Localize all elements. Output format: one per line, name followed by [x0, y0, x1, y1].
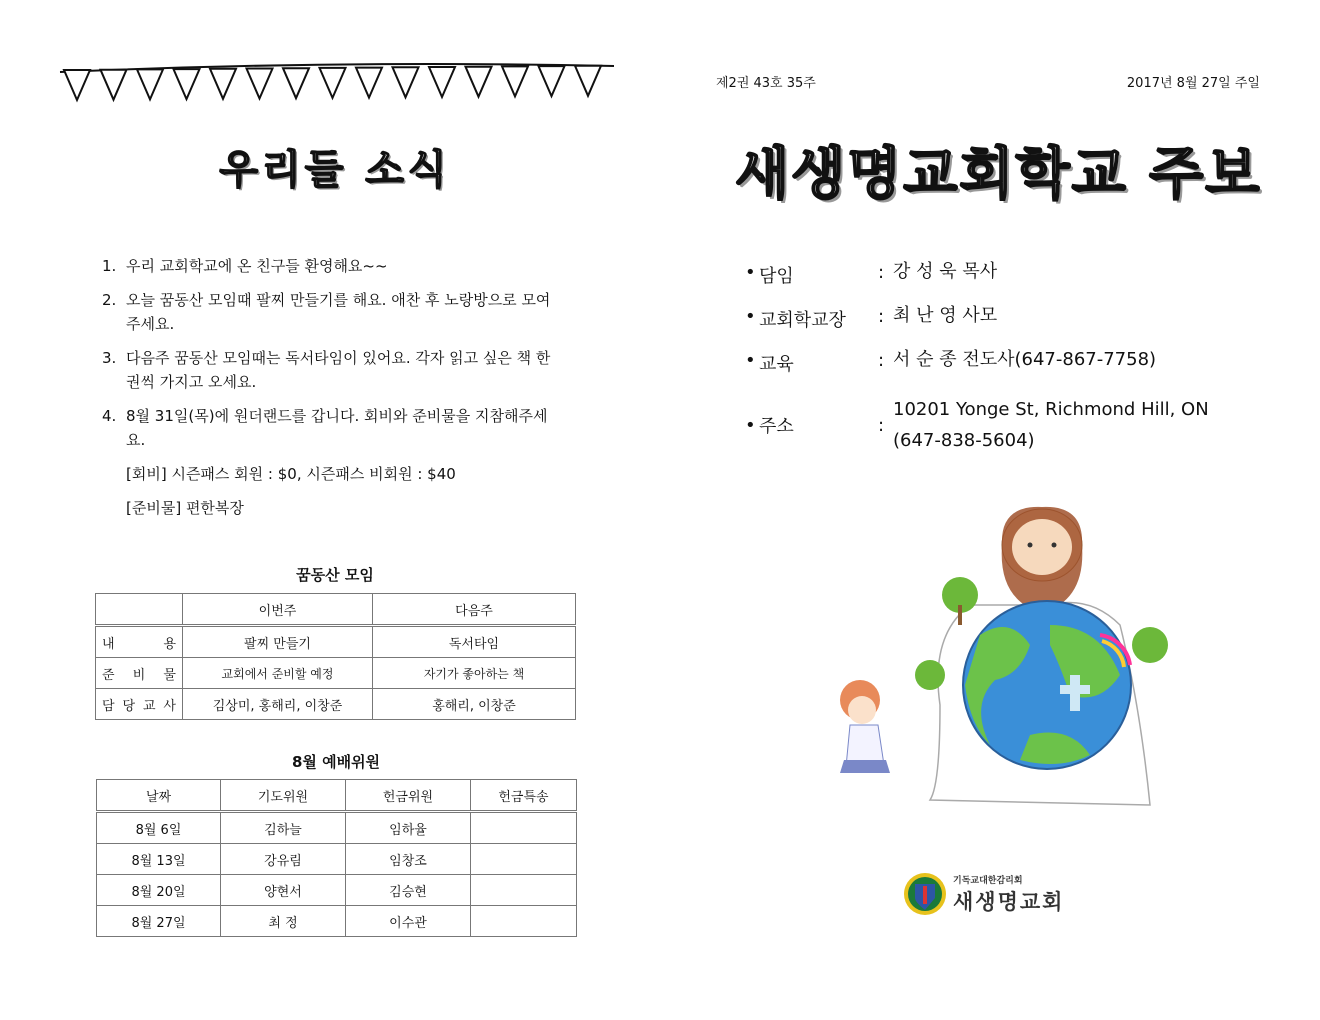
cell: 팔찌 만들기: [183, 626, 373, 658]
logo-name: 새생명교회: [953, 889, 1065, 914]
bunting-flag: [466, 67, 492, 97]
church-emblem-icon: [903, 872, 947, 916]
table-row: [96, 626, 576, 658]
cell: 이수관: [346, 906, 471, 937]
info-label: 주소: [759, 416, 794, 437]
bunting-flag: [320, 68, 346, 98]
news-item: [102, 346, 552, 394]
bunting-flag: [429, 67, 455, 97]
info-label: 교육: [759, 354, 794, 375]
table-header-row: [96, 594, 576, 626]
info-value: [893, 394, 1209, 456]
info-row: • 담임 : 강 성 욱 목사: [745, 262, 1209, 288]
bunting-flag: [502, 66, 528, 96]
cell: 김하늘: [221, 812, 346, 844]
bunting-flag: [393, 67, 419, 97]
cell: 강유림: [221, 844, 346, 875]
cell: [471, 875, 577, 906]
bunting-flag: [247, 69, 273, 99]
cell: 양현서: [221, 875, 346, 906]
cell: 8월 27일: [97, 906, 221, 937]
cell: 임창조: [346, 844, 471, 875]
info-value: 강 성 욱 목사: [893, 261, 998, 282]
item-number: 4.: [102, 407, 117, 425]
fee-info: [회비] 시즌패스 회원 : $0, 시즌패스 비회원 : $40: [126, 465, 456, 483]
logo-subtitle: 기독교대한감리회: [953, 875, 1023, 886]
table-row: [97, 812, 577, 844]
news-text: 오늘 꿈동산 모임때 팔찌 만들기를 해요. 애찬 후 노랑방으로 모여주세요.: [126, 291, 551, 333]
bunting-flag: [64, 70, 90, 100]
issue-number: 제2권 43호 35주: [716, 76, 816, 91]
item-number: 2.: [102, 291, 117, 309]
header-cell: [96, 594, 183, 626]
issue-date: 2017년 8월 27일 주일: [1126, 76, 1260, 91]
staff-info: [745, 262, 1209, 474]
table-row: [97, 875, 577, 906]
table-row: [97, 844, 577, 875]
info-row: • 교육 : 서 순 종 전도사(647-867-7758): [745, 350, 1209, 376]
info-label: 담임: [759, 266, 794, 287]
table-header-row: [97, 780, 577, 812]
bunting-flag: [539, 66, 565, 96]
header-cell: 기도위원: [221, 780, 346, 812]
cell: 자기가 좋아하는 책: [373, 658, 576, 689]
cell: 김상미, 홍해리, 이창준: [183, 689, 373, 720]
cell: 최 정: [221, 906, 346, 937]
cell: [471, 906, 577, 937]
bunting-flag: [575, 66, 601, 96]
info-value: 최 난 영 사모: [893, 305, 998, 326]
info-row: • 주소 : 10201 Yonge St, Richmond Hill, ON (647-838-5604): [745, 394, 1209, 456]
news-title: 우리들 소식: [219, 147, 451, 193]
row-label: 준 비 물: [96, 658, 183, 689]
item-number: 3.: [102, 349, 117, 367]
table-row: [96, 689, 576, 720]
table-row: [96, 658, 576, 689]
bunting-flag: [210, 69, 236, 99]
church-logo: [903, 872, 1064, 916]
cell: 임하율: [346, 812, 471, 844]
cell: [471, 844, 577, 875]
row-label: 담 당 교 사: [96, 689, 183, 720]
news-text: 8월 31일(목)에 원더랜드를 갑니다. 회비와 준비물을 지참해주세요.: [126, 407, 548, 449]
address: 10201 Yonge St, Richmond Hill, ON: [893, 399, 1209, 420]
meeting-table: [95, 593, 576, 720]
info-value: 서 순 종 전도사(647-867-7758): [893, 349, 1157, 370]
cell: 8월 20일: [97, 875, 221, 906]
header-cell: 헌금특송: [471, 780, 577, 812]
header-cell: 헌금위원: [346, 780, 471, 812]
worship-table: [96, 779, 577, 937]
supplies-info: [준비물] 편한복장: [126, 499, 244, 517]
news-text: 다음주 꿈동산 모임때는 독서타임이 있어요. 각자 읽고 싶은 책 한권씩 가지고 오세요.: [126, 349, 551, 391]
table-row: [97, 906, 577, 937]
bunting-flag: [174, 69, 200, 99]
phone: (647-838-5604): [893, 430, 1035, 451]
row-label: 내 용: [96, 626, 183, 658]
worship-table-title: 8월 예배위원: [291, 753, 381, 771]
cell: 독서타임: [373, 626, 576, 658]
cell: 교회에서 준비할 예정: [183, 658, 373, 689]
bunting-flag: [137, 69, 163, 99]
bunting-flag: [101, 70, 127, 100]
header-cell: 다음주: [373, 594, 576, 626]
cell: 홍해리, 이창준: [373, 689, 576, 720]
bunting-flag: [283, 68, 309, 98]
news-item: [102, 404, 552, 452]
cell: 8월 6일: [97, 812, 221, 844]
bunting-flag: [356, 68, 382, 98]
news-item: [102, 288, 552, 336]
cell: [471, 812, 577, 844]
cell: 8월 13일: [97, 844, 221, 875]
header-cell: 이번주: [183, 594, 373, 626]
info-row: • 교회학교장 : 최 난 영 사모: [745, 306, 1209, 332]
bunting-decoration: [58, 60, 618, 105]
info-label: 교회학교장: [759, 310, 846, 331]
meeting-table-title: 꿈동산 모임: [296, 566, 374, 584]
item-number: 1.: [102, 257, 117, 275]
header-cell: 날짜: [97, 780, 221, 812]
news-text: 우리 교회학교에 온 친구들 환영해요~~: [126, 257, 388, 275]
news-list: [102, 254, 552, 530]
cell: 김승현: [346, 875, 471, 906]
bulletin-title: 새생명교회학교 주보: [735, 142, 1262, 207]
jesus-earth-illustration: [820, 505, 1180, 815]
news-item: [102, 254, 552, 278]
